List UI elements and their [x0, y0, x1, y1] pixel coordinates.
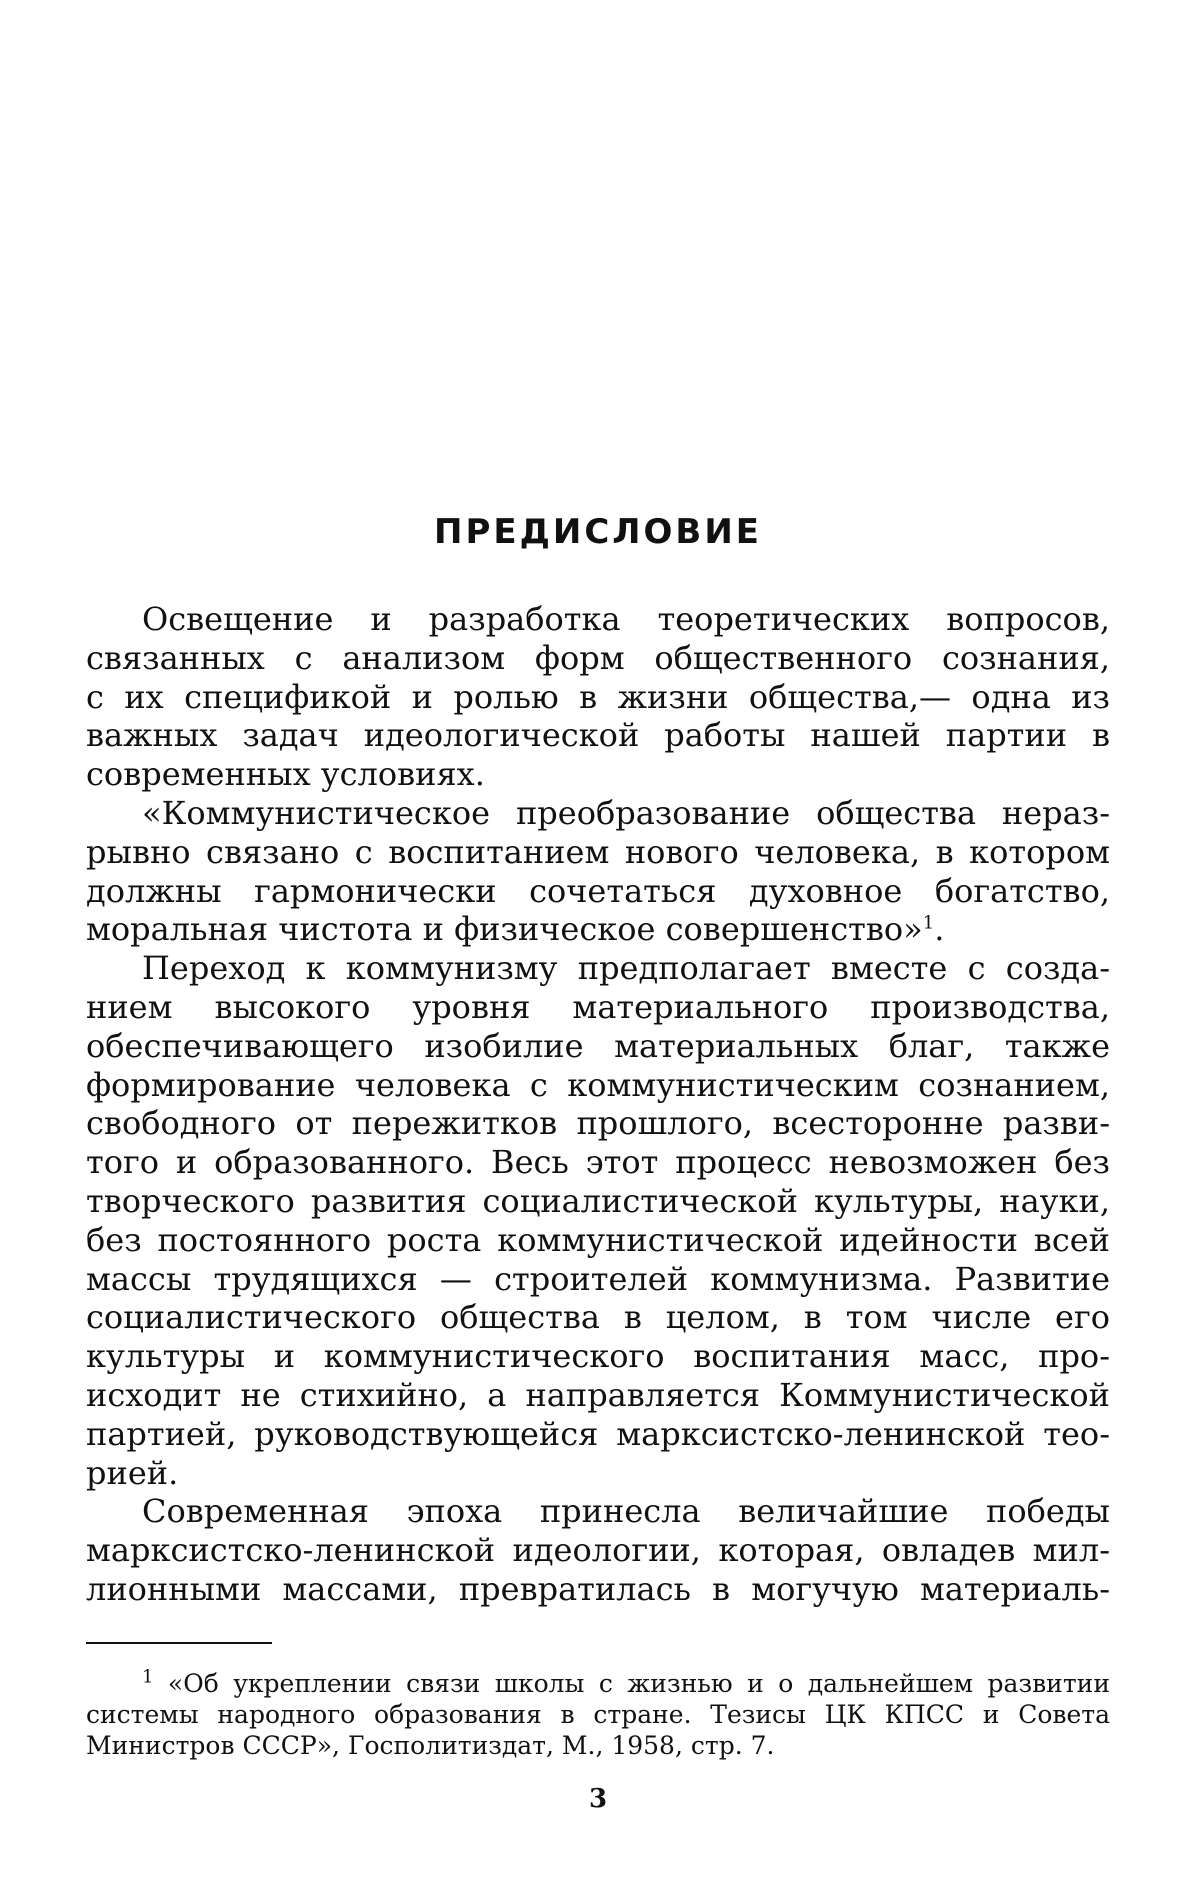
text-line: Современная эпоха принесла величайшие победы: [142, 1492, 1110, 1531]
text-line: творческого развития социалистической культуры, науки,: [86, 1181, 1110, 1220]
paragraph-4: [86, 1492, 1110, 1608]
body-text: [86, 600, 1110, 1609]
paragraph-1: [86, 600, 1110, 794]
text-line: «Коммунистическое преобразование общества нераз-: [142, 793, 1110, 832]
text-line: должны гармонически сочетаться духовное богатство,: [86, 871, 1110, 910]
sentence-end: .: [934, 910, 945, 949]
text-line: рывно связано с воспитанием нового человека, в котором: [86, 832, 1110, 871]
footnote-text: «Об укреплении связи школы с жизнью и о дальнейшем развитии системы народного образования в стране. Тезисы ЦК КПСС и Совета Министров СССР», Госполитиздат, М., 1958, стр. 7.: [86, 1669, 1110, 1760]
text-line: Освещение и разработка теоретических вопросов,: [142, 600, 1110, 638]
text-line: важных задач идеологической работы нашей партии в: [86, 716, 1110, 755]
text-line: рией.: [86, 1453, 179, 1492]
footnote: [86, 1668, 1110, 1761]
text-line: марксистско-ленинской идеологии, которая, овладев мил-: [86, 1531, 1110, 1570]
text-line: лионными массами, превратилась в могучую материаль-: [86, 1569, 1110, 1608]
text-line: культуры и коммунистического воспитания масс, про-: [86, 1337, 1110, 1376]
text-line: современных условиях.: [86, 755, 485, 794]
text-line: обеспечивающего изобилие материальных благ, также: [86, 1026, 1110, 1065]
text-line: с их спецификой и ролью в жизни общества,— одна из: [86, 677, 1110, 716]
text-line: массы трудящихся — строителей коммунизма. Развитие: [86, 1259, 1110, 1298]
quote-end-text: моральная чистота и физическое совершенство»: [86, 910, 923, 949]
text-line: [86, 910, 1110, 949]
text-line: социалистического общества в целом, в том числе его: [86, 1298, 1110, 1337]
text-line: без постоянного роста коммунистической идейности всей: [86, 1220, 1110, 1259]
text-line: того и образованного. Весь этот процесс невозможен без: [86, 1143, 1110, 1182]
text-line: Переход к коммунизму предполагает вместе с созда-: [142, 949, 1110, 988]
page-title: ПРЕДИСЛОВИЕ: [433, 512, 763, 552]
footnote-reference: 1: [922, 912, 935, 934]
text-line: исходит не стихийно, а направляется Коммунистической: [86, 1375, 1110, 1414]
paragraph-2: [86, 794, 1110, 949]
paragraph-3: [86, 949, 1110, 1492]
book-page: [86, 0, 1110, 1889]
text-line: свободного от пережитков прошлого, всесторонне разви-: [86, 1104, 1110, 1143]
text-line: формирование человека с коммунистическим сознанием,: [86, 1065, 1110, 1104]
text-line: нием высокого уровня материального производства,: [86, 987, 1110, 1026]
text-line: партией, руководствующейся марксистско-ленинской тео-: [86, 1414, 1110, 1453]
text-line: связанных с анализом форм общественного сознания,: [86, 638, 1110, 677]
footnote-divider: [86, 1642, 272, 1644]
page-number: 3: [588, 1784, 608, 1814]
footnote-mark: 1: [142, 1666, 154, 1688]
